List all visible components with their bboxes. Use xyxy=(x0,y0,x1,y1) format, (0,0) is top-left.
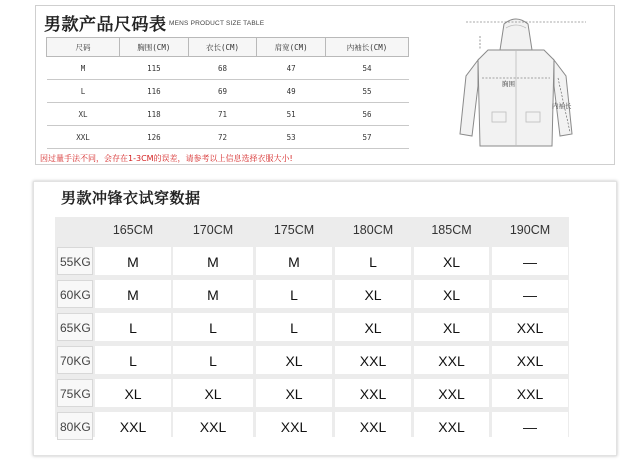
table-row xyxy=(47,57,409,80)
table-cell: 53 xyxy=(257,126,326,149)
fit-chart-title: 男款冲锋衣试穿数据 xyxy=(61,189,201,207)
size-table xyxy=(46,37,409,149)
fit-chart-grid xyxy=(55,217,569,437)
weight-label: 55KG xyxy=(57,247,93,275)
fit-size-cell: XXL xyxy=(335,412,411,440)
fit-size-cell: XXL xyxy=(335,379,411,407)
weight-label: 75KG xyxy=(57,379,93,407)
fit-size-cell: XXL xyxy=(492,379,568,407)
fit-size-cell: XXL xyxy=(173,412,253,440)
measurement-note: 因过量手法不同，会存在1-3CM的误差，请参考以上信息选择衣服大小! xyxy=(40,154,293,163)
table-cell: M xyxy=(47,57,120,80)
table-row xyxy=(47,80,409,103)
size-table-title: 男款产品尺码表 xyxy=(44,15,167,35)
size-table-panel xyxy=(35,5,615,165)
table-cell: 49 xyxy=(257,80,326,103)
size-header-cell: 衣长(CM) xyxy=(188,38,257,57)
fit-size-cell: M xyxy=(173,247,253,275)
fit-size-cell: XXL xyxy=(414,379,489,407)
fit-size-cell: L xyxy=(256,280,332,308)
table-row xyxy=(47,126,409,149)
fit-size-cell: L xyxy=(95,346,171,374)
fit-size-cell: L xyxy=(256,313,332,341)
fit-size-cell: L xyxy=(95,313,171,341)
table-cell: 57 xyxy=(326,126,409,149)
fit-chart-panel xyxy=(33,181,617,456)
table-cell: 54 xyxy=(326,57,409,80)
size-table-header-row xyxy=(47,38,409,57)
table-cell: 71 xyxy=(188,103,257,126)
weight-label: 70KG xyxy=(57,346,93,374)
fit-size-cell: — xyxy=(492,412,568,440)
fit-size-cell: XL xyxy=(414,313,489,341)
size-header-cell: 尺码 xyxy=(47,38,120,57)
fit-size-cell: XL xyxy=(335,313,411,341)
table-cell: 51 xyxy=(257,103,326,126)
height-header: 170CM xyxy=(192,223,234,237)
table-cell: 115 xyxy=(120,57,189,80)
table-cell: XXL xyxy=(47,126,120,149)
fit-size-cell: XL xyxy=(414,247,489,275)
table-cell: 56 xyxy=(326,103,409,126)
height-header: 165CM xyxy=(112,223,154,237)
fit-size-cell: M xyxy=(256,247,332,275)
fit-size-cell: XXL xyxy=(492,346,568,374)
table-row xyxy=(47,103,409,126)
weight-label: 60KG xyxy=(57,280,93,308)
table-cell: 116 xyxy=(120,80,189,103)
height-header: 180CM xyxy=(352,223,394,237)
diagram-sleeve-label: 内袖长 xyxy=(552,102,572,110)
table-cell: XL xyxy=(47,103,120,126)
fit-size-cell: XL xyxy=(414,280,489,308)
fit-size-cell: XL xyxy=(256,379,332,407)
size-table-subtitle: MENS PRODUCT SIZE TABLE xyxy=(169,20,265,27)
fit-size-cell: L xyxy=(173,313,253,341)
table-cell: 47 xyxy=(257,57,326,80)
fit-size-cell: XL xyxy=(256,346,332,374)
table-cell: L xyxy=(47,80,120,103)
table-cell: 69 xyxy=(188,80,257,103)
size-header-cell: 胸围(CM) xyxy=(120,38,189,57)
weight-label: 65KG xyxy=(57,313,93,341)
fit-size-cell: XXL xyxy=(492,313,568,341)
fit-size-cell: M xyxy=(95,280,171,308)
table-cell: 68 xyxy=(188,57,257,80)
table-cell: 126 xyxy=(120,126,189,149)
fit-size-cell: XXL xyxy=(95,412,171,440)
weight-label: 80KG xyxy=(57,412,93,440)
fit-size-cell: — xyxy=(492,280,568,308)
fit-size-cell: XL xyxy=(95,379,171,407)
fit-size-cell: XXL xyxy=(335,346,411,374)
fit-size-cell: XXL xyxy=(414,412,489,440)
jacket-diagram-icon xyxy=(436,16,596,162)
fit-size-cell: XL xyxy=(173,379,253,407)
height-header: 190CM xyxy=(509,223,551,237)
table-cell: 72 xyxy=(188,126,257,149)
table-cell: 55 xyxy=(326,80,409,103)
size-header-cell: 肩宽(CM) xyxy=(257,38,326,57)
fit-size-cell: M xyxy=(173,280,253,308)
fit-size-cell: L xyxy=(335,247,411,275)
fit-size-cell: L xyxy=(173,346,253,374)
fit-size-cell: XXL xyxy=(256,412,332,440)
size-header-cell: 内袖长(CM) xyxy=(326,38,409,57)
height-header: 185CM xyxy=(431,223,472,237)
fit-size-cell: M xyxy=(95,247,171,275)
fit-size-cell: — xyxy=(492,247,568,275)
table-cell: 118 xyxy=(120,103,189,126)
fit-size-cell: XXL xyxy=(414,346,489,374)
diagram-chest-label: 胸围 xyxy=(502,80,515,88)
fit-size-cell: XL xyxy=(335,280,411,308)
height-header: 175CM xyxy=(273,223,315,237)
